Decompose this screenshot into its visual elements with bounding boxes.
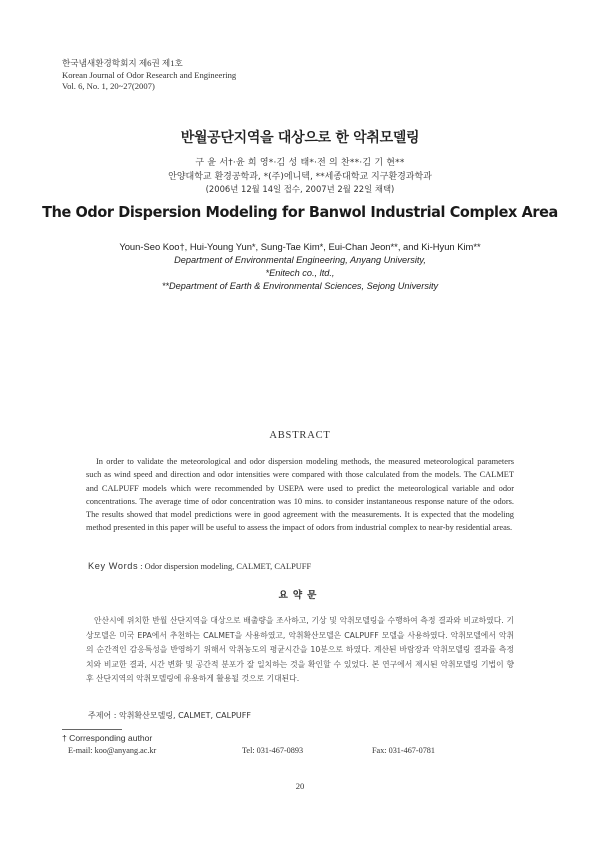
- footnote-divider: [62, 729, 122, 730]
- journal-volume: Vol. 6, No. 1, 20~27(2007): [62, 81, 155, 91]
- corresponding-author-label: † Corresponding author: [62, 733, 153, 743]
- journal-header: [62, 58, 236, 93]
- paper-title-ko: 반월공단지역을 대상으로 한 악취모델링: [180, 130, 420, 146]
- page-number: 20: [295, 781, 305, 791]
- keywords-label: Key Words: [88, 561, 139, 571]
- abstract-body: In order to validate the meteorological and odor dispersion modeling methods, the measured meteorological parameters such as wind speed and direction and odor intensities were compared with those calculated from the models. The CALMET and CALPUFF models which were recommended by USEPA were used to predict the meteorological variable and odor concentrations. The average time of odor concentration was 10 mins. to consider instantaneous response nature of the odors. The results showed that model predictions were in good agreement with the measurements. It is expected that the modeling method presented in this paper will be useful to assess the impact of odors from industrial complex to near-by residential areas.: [86, 457, 514, 533]
- affiliation-en-2: *Enitech co., ltd.,: [265, 268, 335, 278]
- authors-ko: 구 윤 서†·윤 희 영*·김 성 태*·전 의 찬**·김 기 현**: [195, 158, 405, 168]
- contact-fax: Fax: 031-467-0781: [372, 746, 435, 755]
- summary-body-ko: 안산시에 위치한 반월 산단지역을 대상으로 배출량을 조사하고, 기상 및 악취모델링을 수행하여 측정 결과와 비교하였다. 기상모델은 미국 EPA에서 추천하는 CALMET을 사용하였고, 악취확산모델은 CALPUFF 모델을 사용하였다. 악취모델에서 악취의 순간적인 감응특성을 반영하기 위해서 악취농도의 평균시간을 10분으로 하였다. 계산된 바람장과 악취모델링 결과를 측정치와 비교한 결과, 시간 변화 및 공간적 분포가 잘 일치하는 것을 확인할 수 있었다. 본 연구에서 제시된 악취모델링 기법이 향후 산단지역의 악취모델링에 유용하게 활용될 것으로 기대된다.: [86, 616, 514, 684]
- authors-en: Youn-Seo Koo†, Hui-Young Yun*, Sung-Tae Kim*, Eui-Chan Jeon**, and Ki-Hyun Kim**: [119, 241, 481, 252]
- keywords-ko: 주제어 : 악취확산모델링, CALMET, CALPUFF: [88, 711, 251, 720]
- keywords-value: : Odor dispersion modeling, CALMET, CALPUFF: [140, 562, 312, 571]
- summary-heading-ko: 요약문: [278, 590, 322, 601]
- affiliation-en-1: Department of Environmental Engineering, Anyang University,: [174, 255, 426, 265]
- abstract-heading: ABSTRACT: [269, 430, 331, 441]
- paper-title-en: The Odor Dispersion Modeling for Banwol Industrial Complex Area: [42, 203, 558, 221]
- affiliation-en-3: **Department of Earth & Environmental Sciences, Sejong University: [161, 281, 439, 291]
- contact-tel: Tel: 031-467-0893: [242, 746, 304, 755]
- contact-email: E-mail: koo@anyang.ac.kr: [68, 746, 157, 755]
- keywords-en: [88, 561, 311, 571]
- affiliation-ko: 안양대학교 환경공학과, *(주)에니텍, **세종대학교 지구환경과학과: [168, 172, 432, 182]
- journal-name-ko: 한국냄새환경학회지 제6권 제1호: [62, 58, 183, 68]
- received-accepted-dates: (2006년 12월 14일 접수, 2007년 2월 22일 채택): [205, 184, 395, 194]
- journal-name-en: Korean Journal of Odor Research and Engineering: [62, 69, 237, 80]
